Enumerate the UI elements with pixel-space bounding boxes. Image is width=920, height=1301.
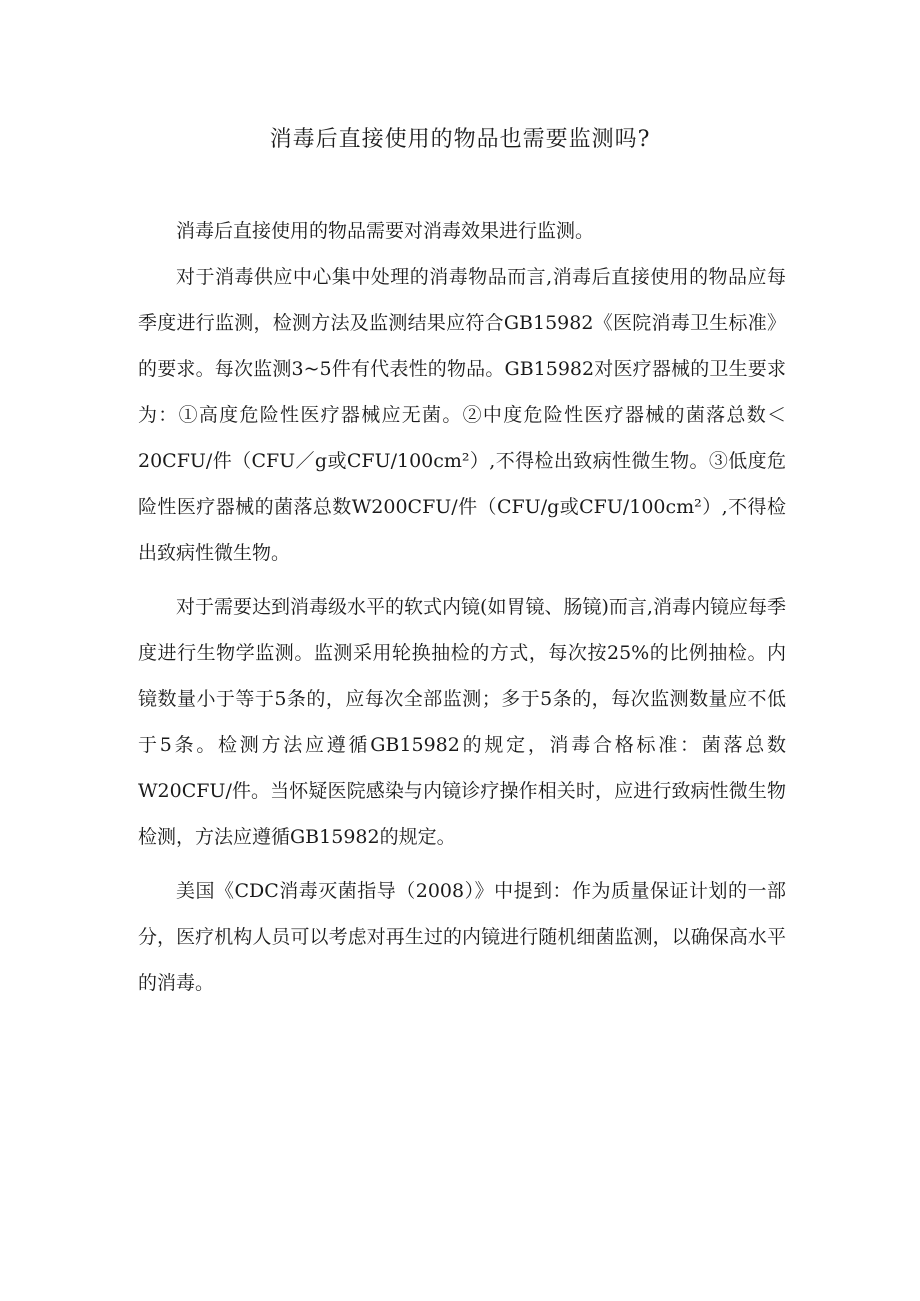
paragraph-intro: 消毒后直接使用的物品需要对消毒效果进行监测。: [176, 220, 595, 242]
document-title: 消毒后直接使用的物品也需要监测吗?: [269, 127, 651, 152]
paragraph-endoscope: 对于需要达到消毒级水平的软式内镜(如胃镜、肠镜)而言,消毒内镜应每季度进行生物学监测。监测采用轮换抽检的方式，每次按25%的比例抽检。内镜数量小于等于5条的，应每次全部监测；多于5条的，每次监测数量应不低于5条。检测方法应遵循GB15982的规定，消毒合格标准：菌落总数W20CFU/件。当怀疑医院感染与内镜诊疗操作相关时，应进行致病性微生物检测，方法应遵循GB15982的规定。: [138, 596, 786, 848]
document-body: [138, 208, 786, 1014]
paragraph-cdc-guideline: 美国《CDC消毒灭菌指导（2008）》中提到：作为质量保证计划的一部分，医疗机构人员可以考虑对再生过的内镜进行随机细菌监测，以确保高水平的消毒。: [138, 880, 786, 994]
paragraph-supply-center: 对于消毒供应中心集中处理的消毒物品而言,消毒后直接使用的物品应每季度进行监测，检测方法及监测结果应符合GB15982《医院消毒卫生标准》的要求。每次监测3~5件有代表性的物品。GB15982对医疗器械的卫生要求为：①高度危险性医疗器械应无菌。②中度危险性医疗器械的菌落总数＜20CFU/件（CFU／g或CFU/100cm²）,不得检出致病性微生物。③低度危险性医疗器械的菌落总数W200CFU/件（CFU/g或CFU/100cm²）,不得检出致病性微生物。: [138, 266, 786, 564]
